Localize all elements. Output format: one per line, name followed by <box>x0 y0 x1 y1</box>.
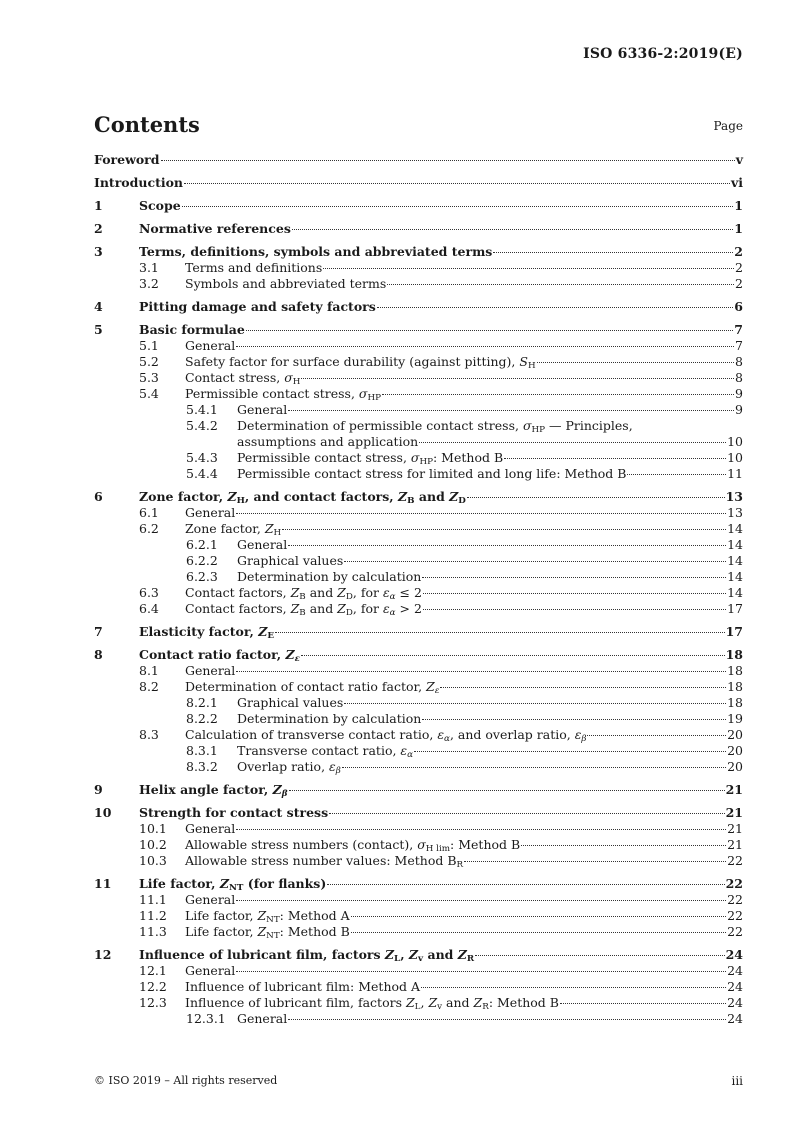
dot-leader <box>419 442 726 443</box>
toc-entry[interactable] <box>94 450 743 466</box>
dot-leader <box>288 1019 726 1020</box>
toc-entry[interactable] <box>94 837 743 853</box>
dot-leader <box>288 545 726 546</box>
toc-entry[interactable] <box>94 585 743 601</box>
toc-entry-title: Scope <box>139 198 181 213</box>
toc-entry-title: General <box>185 505 236 520</box>
table-of-contents <box>94 152 743 1027</box>
toc-entry-title: Contact factors, $Z_B$ and $Z_D$, for $\varepsilon_\alpha \le 2$ <box>185 585 422 603</box>
toc-entry-page: 2 <box>734 244 743 259</box>
dot-leader <box>323 268 734 269</box>
toc-entry[interactable] <box>94 569 743 585</box>
toc-entry[interactable] <box>94 695 743 711</box>
toc-entry-number: 8.2 <box>139 679 159 694</box>
toc-entry-number: 12.2 <box>139 979 167 994</box>
toc-entry-title: Life factor, $Z_{NT}$: Method A <box>185 908 350 926</box>
toc-entry[interactable] <box>94 727 743 743</box>
toc-entry-number: 8.3.1 <box>186 743 218 758</box>
dot-leader <box>382 394 734 395</box>
toc-entry-page: 8 <box>735 370 743 385</box>
toc-entry-title: Allowable stress number values: Method $B_R$ <box>185 853 464 871</box>
toc-entry-page: 21 <box>727 837 743 852</box>
dot-leader <box>351 916 726 917</box>
toc-entry-number: 3.1 <box>139 260 159 275</box>
dot-leader <box>467 497 725 498</box>
contents-title: Contents <box>94 112 200 137</box>
toc-entry-number: 11.1 <box>139 892 167 907</box>
toc-entry-title: Life factor, $Z_{NT}$: Method B <box>185 924 350 942</box>
toc-entry-number: 8.1 <box>139 663 159 678</box>
toc-entry-title: Helix angle factor, $Z_\beta$ <box>139 782 288 800</box>
toc-entry[interactable] <box>94 553 743 569</box>
toc-entry-title: General <box>237 1011 288 1026</box>
toc-entry-number: 5.2 <box>139 354 159 369</box>
toc-entry-page: 19 <box>727 711 743 726</box>
toc-entry-number: 5.4 <box>139 386 159 401</box>
toc-entry[interactable] <box>94 354 743 370</box>
dot-leader <box>377 307 734 308</box>
toc-entry[interactable] <box>94 805 743 821</box>
toc-entry-title: Terms, definitions, symbols and abbreviated terms <box>139 244 493 259</box>
toc-entry[interactable] <box>94 175 743 191</box>
toc-entry-page: 24 <box>727 1011 743 1026</box>
toc-entry-page: 24 <box>727 979 743 994</box>
dot-leader <box>342 767 726 768</box>
toc-entry[interactable] <box>94 221 743 237</box>
toc-entry-title: Graphical values <box>237 695 344 710</box>
dot-leader <box>236 971 726 972</box>
dot-leader <box>464 861 726 862</box>
toc-entry-number: 6.2.1 <box>186 537 218 552</box>
toc-entry[interactable] <box>94 322 743 338</box>
dot-leader <box>422 577 726 578</box>
page-column-label: Page <box>713 119 743 133</box>
toc-entry-title: Safety factor for surface durability (against pitting), $S_H$ <box>185 354 536 372</box>
toc-entry[interactable] <box>94 743 743 759</box>
toc-entry-title: Determination by calculation <box>237 711 422 726</box>
toc-entry[interactable] <box>94 979 743 995</box>
toc-entry-page: 20 <box>727 759 743 774</box>
dot-leader <box>423 593 726 594</box>
toc-entry-title: General <box>237 537 288 552</box>
toc-entry-page: 14 <box>727 569 743 584</box>
toc-entry-page: 10 <box>727 450 743 465</box>
toc-entry-page: 1 <box>734 221 743 236</box>
toc-entry-number: 6.3 <box>139 585 159 600</box>
toc-entry-title: General <box>185 892 236 907</box>
toc-entry[interactable] <box>94 1011 743 1027</box>
toc-entry-title: Graphical values <box>237 553 344 568</box>
document-id: ISO 6336-2:2019(E) <box>583 46 743 62</box>
toc-entry-number: 5.1 <box>139 338 159 353</box>
toc-entry-number: 5.3 <box>139 370 159 385</box>
toc-entry-number: 5.4.1 <box>186 402 218 417</box>
toc-entry-number: 8.3 <box>139 727 159 742</box>
toc-entry[interactable] <box>94 418 743 434</box>
toc-entry-title: Terms and definitions <box>185 260 323 275</box>
dot-leader <box>344 561 726 562</box>
toc-entry-number: 12.3.1 <box>186 1011 226 1026</box>
toc-entry-title: Zone factor, $Z_H$ <box>185 521 282 539</box>
toc-entry[interactable] <box>94 466 743 482</box>
toc-entry-page: 18 <box>727 695 743 710</box>
toc-entry-page: 22 <box>727 853 743 868</box>
toc-entry-title: Influence of lubricant film: Method A <box>185 979 421 994</box>
toc-entry-page: 14 <box>727 553 743 568</box>
toc-entry-number: 10.2 <box>139 837 167 852</box>
toc-entry[interactable] <box>94 244 743 260</box>
toc-entry[interactable] <box>94 995 743 1011</box>
dot-leader <box>236 671 726 672</box>
dot-leader <box>292 229 733 230</box>
dot-leader <box>301 655 725 656</box>
toc-entry-number: 10.1 <box>139 821 167 836</box>
dot-leader <box>182 206 734 207</box>
toc-entry-page: vi <box>730 175 743 190</box>
toc-entry[interactable] <box>94 338 743 354</box>
toc-entry-number: 6 <box>94 489 103 504</box>
toc-entry-number: 3.2 <box>139 276 159 291</box>
toc-entry-title: Zone factor, $Z_H$, and contact factors, $Z_B$ and $Z_D$ <box>139 489 466 507</box>
toc-entry-title: Permissible contact stress, $\sigma_{HP}$ <box>185 386 381 404</box>
toc-entry-title: Contact ratio factor, $Z_\varepsilon$ <box>139 647 300 665</box>
toc-entry-title: Introduction <box>94 175 184 190</box>
dot-leader <box>560 1003 726 1004</box>
toc-entry[interactable] <box>94 624 743 640</box>
toc-entry-title: Allowable stress numbers (contact), $\sigma_{H lim}$: Method B <box>185 837 521 855</box>
toc-entry-title: Overlap ratio, $\varepsilon_\beta$ <box>237 759 341 777</box>
toc-entry-number: 8.2.2 <box>186 711 218 726</box>
toc-entry-page: 22 <box>727 924 743 939</box>
toc-entry-title: Influence of lubricant film, factors $Z_L$, $Z_v$ and $Z_R$ <box>139 947 475 965</box>
dot-leader <box>236 346 734 347</box>
toc-entry-page: 21 <box>725 782 743 797</box>
toc-entry-page: 21 <box>727 821 743 836</box>
toc-entry-page: 7 <box>735 338 743 353</box>
toc-entry[interactable] <box>94 299 743 315</box>
dot-leader <box>493 252 733 253</box>
toc-entry[interactable] <box>94 276 743 292</box>
toc-entry-title: Calculation of transverse contact ratio, $\varepsilon_\alpha$, and overlap ratio, $\varepsilon_\beta$ <box>185 727 587 745</box>
toc-entry[interactable] <box>94 679 743 695</box>
dot-leader <box>236 900 726 901</box>
dot-leader <box>504 458 726 459</box>
toc-entry-page: 14 <box>727 537 743 552</box>
toc-entry-page: 6 <box>734 299 743 314</box>
dot-leader <box>421 987 726 988</box>
toc-entry-number: 5.4.2 <box>186 418 218 433</box>
toc-entry-title: Symbols and abbreviated terms <box>185 276 387 291</box>
toc-entry-number: 5.4.4 <box>186 466 218 481</box>
toc-entry-number: 7 <box>94 624 103 639</box>
toc-entry-number: 12.1 <box>139 963 167 978</box>
toc-entry-number: 11.3 <box>139 924 167 939</box>
toc-entry-title: Contact factors, $Z_B$ and $Z_D$, for $\varepsilon_\alpha > 2$ <box>185 601 422 619</box>
toc-entry-page: 24 <box>725 947 743 962</box>
toc-entry-page: 22 <box>727 892 743 907</box>
toc-entry-page: 7 <box>734 322 743 337</box>
toc-entry-title: General <box>185 338 236 353</box>
dot-leader <box>236 829 726 830</box>
toc-entry-number: 8.2.1 <box>186 695 218 710</box>
toc-entry-page: 17 <box>725 624 743 639</box>
toc-entry-page: 20 <box>727 727 743 742</box>
toc-entry-page: 2 <box>735 276 743 291</box>
toc-entry[interactable] <box>94 924 743 940</box>
dot-leader <box>537 362 734 363</box>
dot-leader <box>440 687 726 688</box>
dot-leader <box>329 813 724 814</box>
toc-entry-number: 11.2 <box>139 908 167 923</box>
toc-entry[interactable] <box>94 947 743 963</box>
toc-entry-title: General <box>185 663 236 678</box>
toc-entry-page: 10 <box>727 434 743 449</box>
toc-entry-number: 11 <box>94 876 112 891</box>
toc-entry[interactable] <box>94 663 743 679</box>
dot-leader <box>422 719 726 720</box>
toc-entry-number: 6.2.3 <box>186 569 218 584</box>
toc-entry[interactable] <box>94 521 743 537</box>
toc-entry-page: 9 <box>735 402 743 417</box>
footer-copyright: © ISO 2019 – All rights reserved <box>94 1074 278 1087</box>
toc-entry-number: 12.3 <box>139 995 167 1010</box>
toc-entry-page: 2 <box>735 260 743 275</box>
toc-entry-title: Strength for contact stress <box>139 805 329 820</box>
toc-entry-number: 4 <box>94 299 103 314</box>
dot-leader <box>301 378 734 379</box>
toc-entry[interactable] <box>94 489 743 505</box>
toc-entry-title: General <box>185 821 236 836</box>
toc-entry-title: Pitting damage and safety factors <box>139 299 376 314</box>
toc-entry-number: 3 <box>94 244 103 259</box>
toc-entry-page: 13 <box>725 489 743 504</box>
toc-entry-number: 10.3 <box>139 853 167 868</box>
dot-leader <box>627 474 726 475</box>
toc-entry-title: Contact stress, $\sigma_H$ <box>185 370 301 388</box>
dot-leader <box>184 183 730 184</box>
toc-entry-title: Foreword <box>94 152 160 167</box>
dot-leader <box>246 330 733 331</box>
toc-entry-number: 6.2.2 <box>186 553 218 568</box>
toc-entry-title: Determination of permissible contact stress, $\sigma_{HP}$ — Principles, <box>237 418 633 436</box>
toc-entry-page: 22 <box>725 876 743 891</box>
toc-entry-number: 12 <box>94 947 112 962</box>
toc-entry-title: Permissible contact stress for limited and long life: Method B <box>237 466 627 481</box>
dot-leader <box>275 632 725 633</box>
toc-entry[interactable] <box>94 963 743 979</box>
toc-entry-title: Elasticity factor, $Z_E$ <box>139 624 275 642</box>
dot-leader <box>327 884 724 885</box>
toc-entry[interactable] <box>94 821 743 837</box>
toc-entry-number: 8 <box>94 647 103 662</box>
dot-leader <box>161 160 735 161</box>
toc-entry[interactable] <box>94 505 743 521</box>
toc-entry[interactable] <box>94 152 743 168</box>
dot-leader <box>587 735 726 736</box>
toc-entry-number: 6.1 <box>139 505 159 520</box>
toc-entry-page: 22 <box>727 908 743 923</box>
dot-leader <box>351 932 726 933</box>
toc-entry-title: Normative references <box>139 221 291 236</box>
toc-entry-title: Influence of lubricant film, factors $Z_L$, $Z_v$ and $Z_R$: Method B <box>185 995 559 1013</box>
toc-entry-page: 17 <box>727 601 743 616</box>
toc-entry-page: v <box>735 152 743 167</box>
toc-entry[interactable] <box>94 434 743 450</box>
toc-entry[interactable] <box>94 370 743 386</box>
toc-entry-page: 9 <box>735 386 743 401</box>
toc-entry-page: 21 <box>725 805 743 820</box>
footer-page-number: iii <box>731 1074 743 1088</box>
toc-entry[interactable] <box>94 537 743 553</box>
dot-leader <box>521 845 726 846</box>
toc-entry-page: 11 <box>727 466 743 481</box>
toc-entry[interactable] <box>94 853 743 869</box>
toc-entry-title: General <box>185 963 236 978</box>
toc-entry[interactable] <box>94 892 743 908</box>
dot-leader <box>236 513 726 514</box>
toc-entry-page: 24 <box>727 963 743 978</box>
toc-entry-number: 5 <box>94 322 103 337</box>
toc-entry-page: 20 <box>727 743 743 758</box>
toc-entry-number: 8.3.2 <box>186 759 218 774</box>
toc-entry[interactable] <box>94 782 743 798</box>
dot-leader <box>282 529 726 530</box>
toc-entry-page: 18 <box>727 679 743 694</box>
toc-entry[interactable] <box>94 198 743 214</box>
toc-entry-page: 1 <box>734 198 743 213</box>
dot-leader <box>475 955 724 956</box>
toc-entry[interactable] <box>94 386 743 402</box>
toc-entry-title: Permissible contact stress, $\sigma_{HP}$: Method B <box>237 450 504 468</box>
toc-entry[interactable] <box>94 876 743 892</box>
toc-entry[interactable] <box>94 759 743 775</box>
toc-entry[interactable] <box>94 260 743 276</box>
toc-entry-title: Basic formulae <box>139 322 245 337</box>
toc-entry-page: 18 <box>727 663 743 678</box>
toc-entry-number: 6.4 <box>139 601 159 616</box>
dot-leader <box>288 410 734 411</box>
toc-entry-number: 6.2 <box>139 521 159 536</box>
toc-entry-title: Transverse contact ratio, $\varepsilon_\alpha$ <box>237 743 414 761</box>
toc-entry-number: 2 <box>94 221 103 236</box>
toc-entry-page: 24 <box>727 995 743 1010</box>
toc-entry[interactable] <box>94 711 743 727</box>
toc-entry-title: General <box>237 402 288 417</box>
toc-entry-title: assumptions and application <box>237 434 419 449</box>
toc-entry-page: 13 <box>727 505 743 520</box>
dot-leader <box>423 609 726 610</box>
dot-leader <box>414 751 726 752</box>
toc-entry-page: 14 <box>727 521 743 536</box>
toc-entry-title: Determination of contact ratio factor, $Z_\varepsilon$ <box>185 679 440 697</box>
toc-entry-title: Life factor, $Z_{NT}$ (for flanks) <box>139 876 327 894</box>
toc-entry-number: 10 <box>94 805 112 820</box>
toc-entry[interactable] <box>94 908 743 924</box>
toc-entry-number: 9 <box>94 782 103 797</box>
toc-entry[interactable] <box>94 402 743 418</box>
dot-leader <box>289 790 725 791</box>
toc-entry-number: 5.4.3 <box>186 450 218 465</box>
toc-entry-page: 14 <box>727 585 743 600</box>
dot-leader <box>344 703 726 704</box>
toc-entry-page: 18 <box>725 647 743 662</box>
toc-entry-page: 8 <box>735 354 743 369</box>
toc-entry-number: 1 <box>94 198 103 213</box>
toc-entry[interactable] <box>94 647 743 663</box>
dot-leader <box>387 284 734 285</box>
toc-entry[interactable] <box>94 601 743 617</box>
toc-entry-title: Determination by calculation <box>237 569 422 584</box>
